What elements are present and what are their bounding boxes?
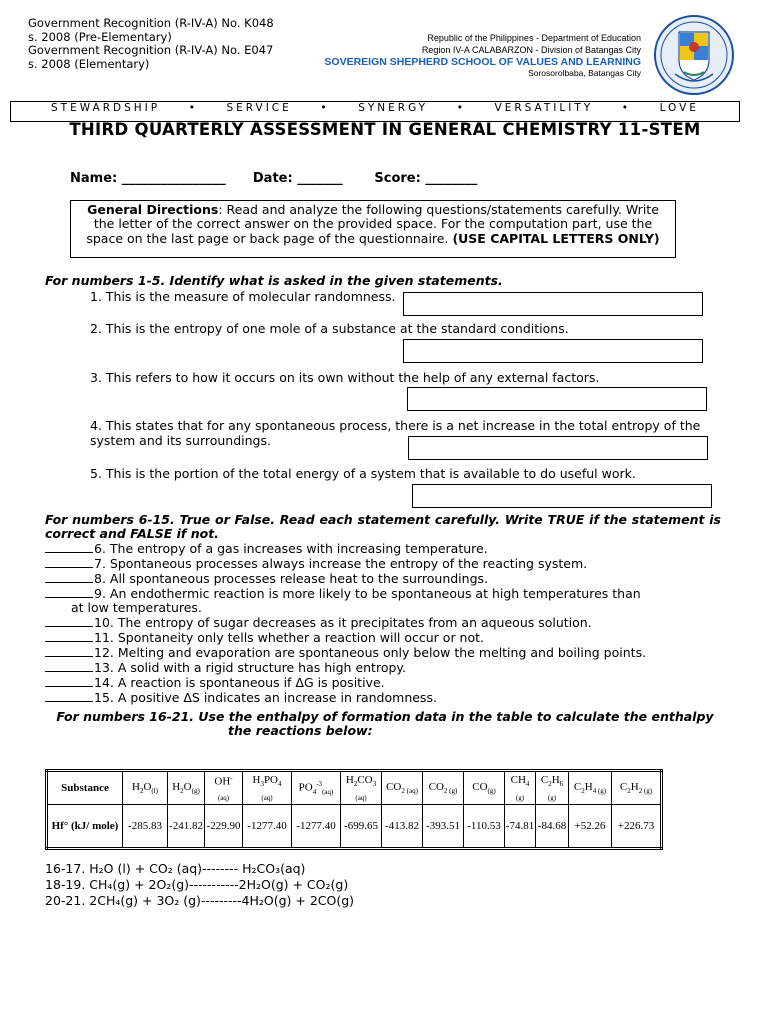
- gov-line: s. 2008 (Elementary): [28, 56, 150, 71]
- table-cell-substance: $H_2CO_3$ $_{(aq)}$: [341, 771, 382, 805]
- bullet: •: [320, 102, 330, 114]
- list-item: 12. Melting and evaporation are spontaneous only below the melting and boiling points.: [45, 645, 646, 660]
- enthalpy-table: [45, 769, 663, 850]
- list-item: 13. A solid with a rigid structure has high entropy.: [45, 660, 646, 675]
- answer-blank[interactable]: [45, 556, 93, 568]
- table-cell-value: -1277.40: [243, 805, 292, 849]
- table-cell-substance: $C_2H_{2 (g)}$: [612, 771, 662, 805]
- answer-blank[interactable]: [45, 541, 93, 553]
- answer-blank[interactable]: [45, 630, 93, 642]
- answer-blank[interactable]: [45, 571, 93, 583]
- answer-blank[interactable]: [45, 660, 93, 672]
- table-cell-substance: $H_3PO_4$ $_{(aq)}$: [243, 771, 292, 805]
- value-item: SYNERGY: [358, 102, 429, 114]
- table-cell-substance: $CO_{(g)}$: [464, 771, 505, 805]
- table-cell-value: -699.65: [341, 805, 382, 849]
- reactions-list: [45, 861, 354, 909]
- question-3: 3. This refers to how it occurs on its own without the help of any external factors.: [90, 370, 600, 385]
- answer-box-4[interactable]: [408, 436, 708, 460]
- table-header-enthalpy: Hf° (kJ/ mole): [47, 805, 123, 849]
- table-cell-value: -285.83: [123, 805, 168, 849]
- school-seal-logo: [653, 14, 735, 96]
- table-cell-substance: $H_2O_{(l)}$: [123, 771, 168, 805]
- answer-blank[interactable]: [45, 645, 93, 657]
- answer-box-3[interactable]: [407, 387, 707, 411]
- table-cell-substance: OH- $_{(aq)}$: [205, 771, 243, 805]
- gov-line: Government Recognition (R-IV-A) No. K048: [28, 16, 274, 30]
- value-item: VERSATILITY: [494, 102, 594, 114]
- directions-text: : Read and analyze the following questions/statements carefully. Write the letter of the correct answer on the provided space. For the computation part, use the space on the last page or back page of the questionnaire.: [86, 202, 659, 246]
- answer-blank[interactable]: [45, 615, 93, 627]
- list-item: 7. Spontaneous processes always increase the entropy of the reacting system.: [45, 556, 646, 571]
- table-cell-substance: $C_2H_6$ $_{(g)}$: [536, 771, 569, 805]
- answer-blank[interactable]: [45, 690, 93, 702]
- table-cell-value: -74.81: [505, 805, 536, 849]
- section3-heading-line2: the reactions below:: [228, 723, 373, 738]
- list-item: 11. Spontaneity only tells whether a reaction will occur or not.: [45, 630, 646, 645]
- table-cell-value: -413.82: [382, 805, 423, 849]
- list-item: 9. An endothermic reaction is more likely to be spontaneous at high temperatures than: [45, 586, 646, 601]
- table-cell-value: -241.82: [168, 805, 205, 849]
- value-item: LOVE: [659, 102, 699, 114]
- table-cell-substance: $CO_{2 (aq)}$: [382, 771, 423, 805]
- name-date-score-line[interactable]: Name: ________________ Date: _______ Score: ________: [70, 171, 478, 186]
- list-item: 8. All spontaneous processes release heat to the surroundings.: [45, 571, 646, 586]
- section3-heading-line1: For numbers 16-21. Use the enthalpy of formation data in the table to calculate the enthalpy: [56, 709, 714, 724]
- answer-blank[interactable]: [45, 586, 93, 598]
- table-cell-substance: $H_2O_{(g)}$: [168, 771, 205, 805]
- table-cell-value: -393.51: [423, 805, 464, 849]
- list-item-continuation: at low temperatures.: [71, 600, 202, 615]
- list-item: 14. A reaction is spontaneous if ΔG is positive.: [45, 675, 646, 690]
- gov-line: Government Recognition (R-IV-A) No. E047: [28, 43, 274, 57]
- answer-box-1[interactable]: [403, 292, 703, 316]
- value-item: STEWARDSHIP: [51, 102, 161, 114]
- answer-box-5[interactable]: [412, 484, 712, 508]
- table-cell-substance: $C_2H_{4 (g)}$: [569, 771, 612, 805]
- reaction-item: 16-17. H₂O (l) + CO₂ (aq)-------- H₂CO₃(aq): [45, 861, 306, 876]
- section2-heading: For numbers 6-15. True or False. Read each statement carefully. Write TRUE if the statement is correct and FALSE if not.: [45, 512, 721, 541]
- page-title: THIRD QUARTERLY ASSESSMENT IN GENERAL CHEMISTRY 11-STEM: [69, 120, 701, 139]
- table-header-substance: Substance: [47, 771, 123, 805]
- directions-label: General Directions: [87, 202, 219, 217]
- table-cell-value: +52.26: [569, 805, 612, 849]
- table-cell-value: -84.68: [536, 805, 569, 849]
- bullet: •: [188, 102, 198, 114]
- government-recognition: [28, 17, 274, 71]
- school-header: [324, 33, 641, 80]
- table-cell-substance: $PO_4^{-3}_{(aq)}$: [292, 771, 341, 805]
- table-cell-value: +226.73: [612, 805, 662, 849]
- question-5: 5. This is the portion of the total energy of a system that is available to do useful work.: [90, 466, 636, 481]
- school-name: SOVEREIGN SHEPHERD SCHOOL OF VALUES AND LEARNING: [324, 56, 641, 68]
- region-line: Region IV-A CALABARZON - Division of Batangas City: [421, 44, 641, 55]
- value-item: SERVICE: [226, 102, 292, 114]
- general-directions-box: [70, 200, 676, 258]
- reaction-item: 20-21. 2CH₄(g) + 3O₂ (g)---------4H₂O(g) + 2CO(g): [45, 893, 355, 908]
- reaction-item: 18-19. CH₄(g) + 2O₂(g)-----------2H₂O(g) + CO₂(g): [45, 877, 349, 892]
- section3-heading: [50, 710, 720, 738]
- table-cell-value: -229.90: [205, 805, 243, 849]
- school-address: Sorosorolbaba, Batangas City: [528, 68, 641, 78]
- table-cell-substance: $CO_{2 (g)}$: [423, 771, 464, 805]
- answer-blank[interactable]: [45, 675, 93, 687]
- table-cell-value: -1277.40: [292, 805, 341, 849]
- table-cell-value: -110.53: [464, 805, 505, 849]
- answer-box-2[interactable]: [403, 339, 703, 363]
- gov-line: s. 2008 (Pre-Elementary): [28, 29, 172, 44]
- list-item: 6. The entropy of a gas increases with increasing temperature.: [45, 541, 646, 556]
- directions-emphasis: (USE CAPITAL LETTERS ONLY): [452, 230, 660, 246]
- republic-line: Republic of the Philippines - Department of Education: [427, 33, 641, 43]
- bullet: •: [621, 102, 631, 114]
- question-4: 4. This states that for any spontaneous process, there is a net increase in the total entropy of the system and its surroundings.: [90, 418, 701, 448]
- core-values-bar: [10, 101, 740, 122]
- question-2: 2. This is the entropy of one mole of a substance at the standard conditions.: [90, 321, 569, 336]
- bullet: •: [456, 102, 466, 114]
- list-item: 10. The entropy of sugar decreases as it precipitates from an aqueous solution.: [45, 615, 646, 630]
- section1-heading: For numbers 1-5. Identify what is asked in the given statements.: [45, 273, 503, 288]
- question-1: 1. This is the measure of molecular randomness.: [90, 289, 396, 304]
- true-false-list: [45, 541, 646, 705]
- table-cell-substance: $CH_4$ $_{(g)}$: [505, 771, 536, 805]
- list-item: 15. A positive ΔS indicates an increase in randomness.: [45, 690, 646, 705]
